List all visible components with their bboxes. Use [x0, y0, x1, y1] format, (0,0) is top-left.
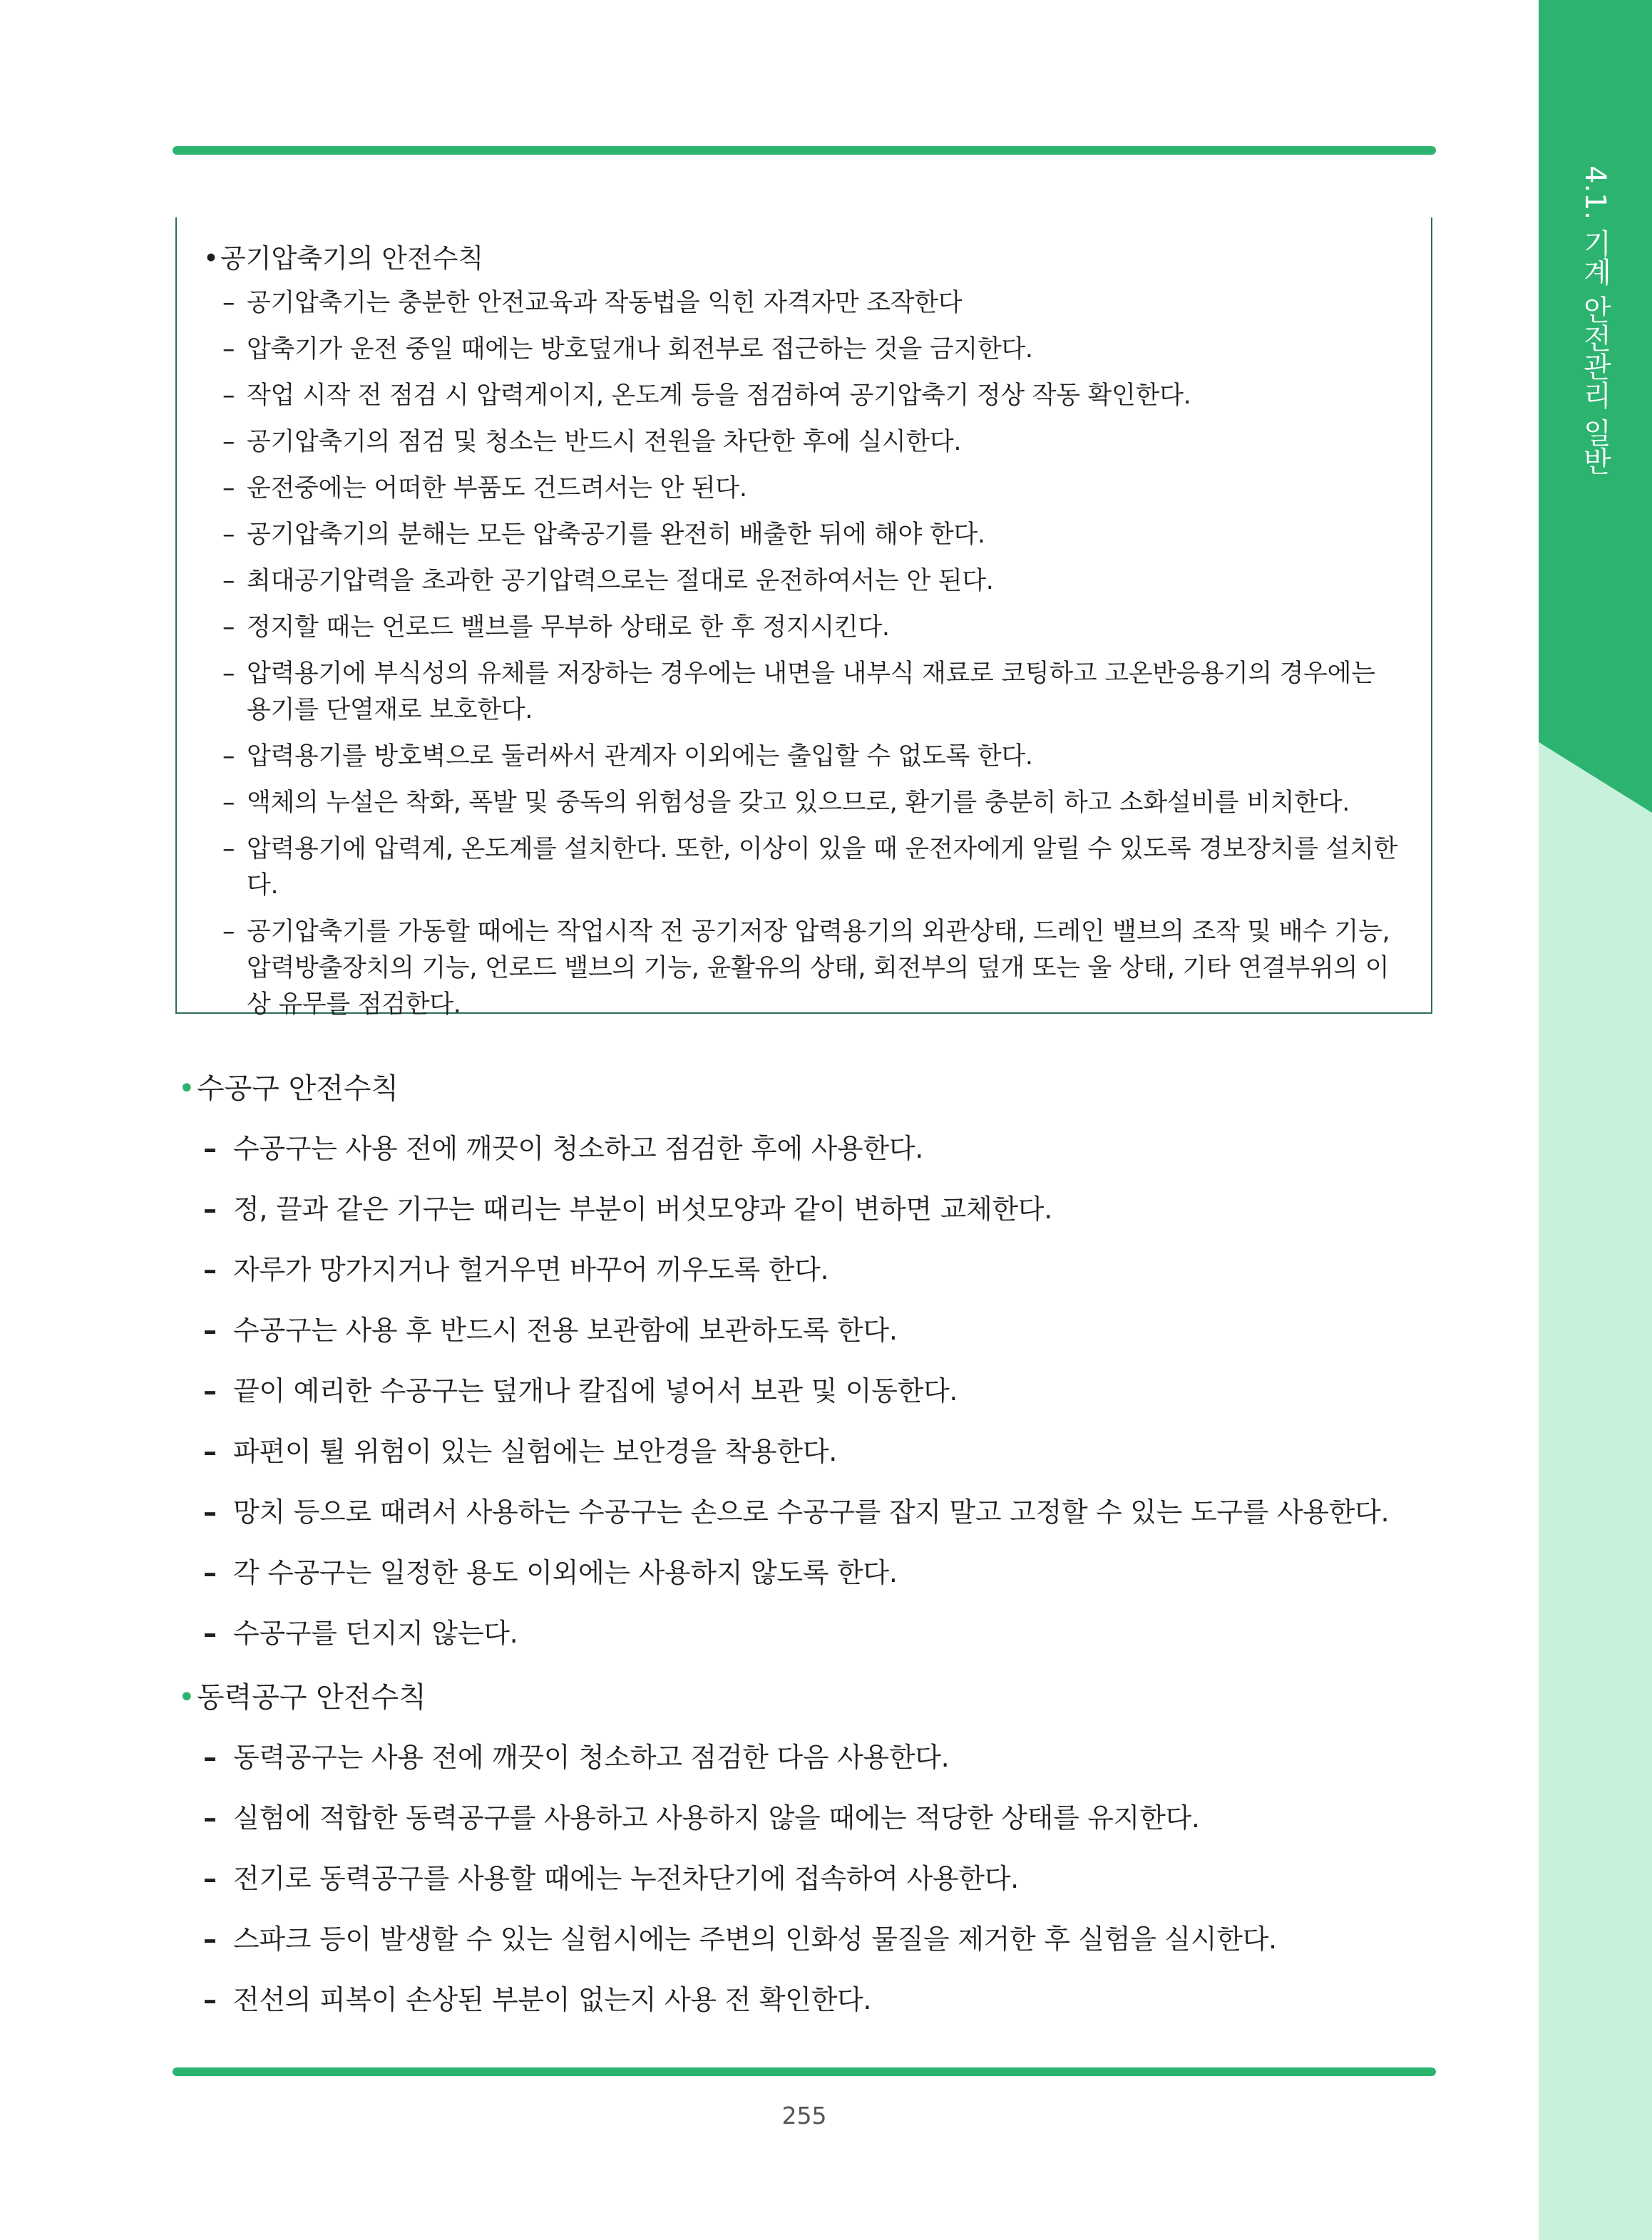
hand-tools-section-title: [178, 1067, 399, 1110]
list-item: – 공기압축기를 가동할 때에는 작업시작 전 공기저장 압력용기의 외관상태, 드레인 밸브의 조작 및 배수 기능, 압력방출장치의 기능, 언로드 밸브의 기능, 윤활유의 상태, 회전부의 덮개 또는 울 상태, 기타 연결부위의 이상 유무를 점검한다.: [222, 914, 1406, 1023]
bottom-divider: [173, 2067, 1436, 2076]
list-item: – 액체의 누설은 착화, 폭발 및 중독의 위험성을 갖고 있으므로, 환기를 충분히 하고 소화설비를 비치한다.: [222, 785, 1406, 821]
list-item: – 정지할 때는 언로드 밸브를 무부하 상태로 한 후 정지시킨다.: [222, 610, 1406, 646]
list-item: – 공기압축기의 점검 및 청소는 반드시 전원을 차단한 후에 실시한다.: [222, 424, 1406, 461]
list-item: – 최대공기압력을 초과한 공기압력으로는 절대로 운전하여서는 안 된다.: [222, 563, 1406, 600]
list-item: – 망치 등으로 때려서 사용하는 수공구는 손으로 수공구를 잡지 말고 고정할 수 있는 도구를 사용한다.: [203, 1491, 1444, 1533]
list-item: – 자루가 망가지거나 헐거우면 바꾸어 끼우도록 한다.: [203, 1248, 1444, 1291]
power-tools-section-title: [178, 1676, 426, 1719]
list-item: – 실험에 적합한 동력공구를 사용하고 사용하지 않을 때에는 적당한 상태를 유지한다.: [203, 1797, 1444, 1839]
list-item: – 정, 끌과 같은 기구는 때리는 부분이 버섯모양과 같이 변하면 교체한다.: [203, 1188, 1444, 1231]
list-item: – 작업 시작 전 점검 시 압력게이지, 온도계 등을 점검하여 공기압축기 정상 작동 확인한다.: [222, 378, 1406, 414]
list-item: – 수공구는 사용 전에 깨끗이 청소하고 점검한 후에 사용한다.: [203, 1127, 1444, 1170]
top-divider: [173, 146, 1436, 155]
list-item: – 압력용기를 방호벽으로 둘러싸서 관계자 이외에는 출입할 수 없도록 한다.: [222, 739, 1406, 775]
list-item: – 파편이 튈 위험이 있는 실험에는 보안경을 착용한다.: [203, 1430, 1444, 1473]
list-item: – 전기로 동력공구를 사용할 때에는 누전차단기에 접속하여 사용한다.: [203, 1857, 1444, 1900]
hand-tools-title-text: 수공구 안전수칙: [197, 1072, 399, 1105]
list-item: – 운전중에는 어떠한 부품도 건드려서는 안 된다.: [222, 471, 1406, 507]
chapter-label: 4.1. 기계 안전관리 일반: [1579, 165, 1611, 476]
bullet-icon: •: [178, 1072, 195, 1105]
compressor-rule-list: [222, 285, 1406, 1033]
list-item: – 공기압축기는 충분한 안전교육과 작동법을 익힌 자격자만 조작한다: [222, 285, 1406, 322]
hand-tools-rule-list: [203, 1127, 1444, 1673]
list-item: – 끝이 예리한 수공구는 덮개나 칼집에 넣어서 보관 및 이동한다.: [203, 1370, 1444, 1412]
power-tools-title-text: 동력공구 안전수칙: [197, 1681, 426, 1714]
list-item: – 수공구를 던지지 않는다.: [203, 1612, 1444, 1655]
power-tools-rule-list: [203, 1736, 1444, 2039]
compressor-title-text: 공기압축기의 안전수칙: [220, 243, 484, 274]
list-item: – 전선의 피복이 손상된 부분이 없는지 사용 전 확인한다.: [203, 1978, 1444, 2021]
compressor-section-title: [203, 240, 483, 278]
list-item: – 수공구는 사용 후 반드시 전용 보관함에 보관하도록 한다.: [203, 1309, 1444, 1352]
list-item: – 공기압축기의 분해는 모든 압축공기를 완전히 배출한 뒤에 해야 한다.: [222, 517, 1406, 553]
bullet-icon: •: [203, 243, 219, 274]
list-item: – 압력용기에 부식성의 유체를 저장하는 경우에는 내면을 내부식 재료로 코팅하고 고온반응용기의 경우에는 용기를 단열재로 보호한다.: [222, 656, 1406, 729]
list-item: – 압력용기에 압력계, 온도계를 설치한다. 또한, 이상이 있을 때 운전자에게 알릴 수 있도록 경보장치를 설치한다.: [222, 831, 1406, 904]
list-item: – 각 수공구는 일정한 용도 이외에는 사용하지 않도록 한다.: [203, 1551, 1444, 1594]
list-item: – 스파크 등이 발생할 수 있는 실험시에는 주변의 인화성 물질을 제거한 후 실험을 실시한다.: [203, 1918, 1444, 1961]
list-item: – 압축기가 운전 중일 때에는 방호덮개나 회전부로 접근하는 것을 금지한다.: [222, 332, 1406, 368]
bullet-icon: •: [178, 1681, 195, 1714]
page-number: 255: [781, 2102, 827, 2129]
list-item: – 동력공구는 사용 전에 깨끗이 청소하고 점검한 다음 사용한다.: [203, 1736, 1444, 1779]
